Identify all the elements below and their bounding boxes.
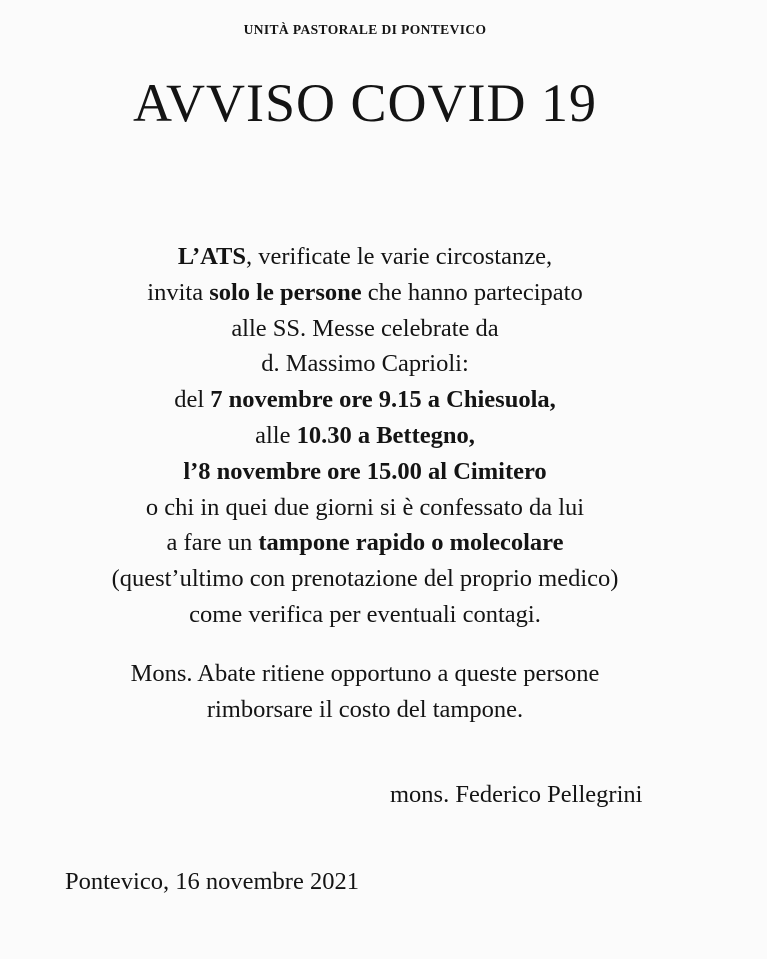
body-line-2-pre: invita — [147, 278, 210, 306]
ats-label: L’ATS — [177, 243, 247, 270]
body-line-2-post: che hanno partecipato — [361, 278, 583, 306]
body-line-11: come verifica per eventuali contagi. — [189, 600, 541, 628]
mass-chiesuola: 7 novembre ore 9.15 a Chiesuola — [210, 386, 550, 414]
notice-title: AVVISO COVID 19 — [132, 73, 598, 133]
signature: mons. Federico Pellegrini — [390, 781, 643, 808]
body-line-4: d. Massimo Caprioli: — [261, 350, 469, 378]
body-line-7-pre: l’ — [183, 457, 199, 485]
body-line-1 — [0, 239, 730, 275]
body-line-1-text: , verificate le varie circostanze, — [246, 243, 553, 270]
parish-header: UNITÀ PASTORALE DI PONTEVICO — [243, 22, 487, 37]
closing-line-1: Mons. Abate ritiene opportuno a queste persone — [130, 660, 600, 687]
place-date: Pontevico, 16 novembre 2021 — [65, 868, 359, 895]
notice-body — [0, 239, 730, 633]
body-line-9-pre: a fare un — [166, 529, 259, 557]
body-line-2 — [0, 275, 730, 311]
body-line-5-pre: del — [174, 386, 211, 414]
body-line-6-pre: alle — [255, 421, 297, 449]
closing-paragraph — [0, 656, 730, 728]
closing-line-2: rimborsare il costo del tampone. — [206, 695, 524, 723]
mass-bettegno: 10.30 a Bettegno — [296, 421, 469, 449]
body-line-7 — [0, 454, 730, 490]
body-line-3: alle SS. Messe celebrate da — [231, 314, 499, 342]
body-line-9 — [0, 525, 730, 561]
body-line-10: (quest’ultimo con prenotazione del proprio medico) — [111, 565, 619, 593]
body-line-8: o chi in quei due giorni si è confessato da lui — [145, 493, 585, 521]
body-line-5 — [0, 382, 730, 418]
body-line-2-bold: solo le persone — [209, 278, 362, 306]
test-type: tampone rapido o molecolare — [258, 529, 564, 557]
body-line-5-post: , — [549, 386, 556, 414]
body-line-6 — [0, 418, 730, 454]
body-line-6-post: , — [468, 421, 475, 449]
mass-cimitero: 8 novembre ore 15.00 al Cimitero — [198, 457, 547, 485]
